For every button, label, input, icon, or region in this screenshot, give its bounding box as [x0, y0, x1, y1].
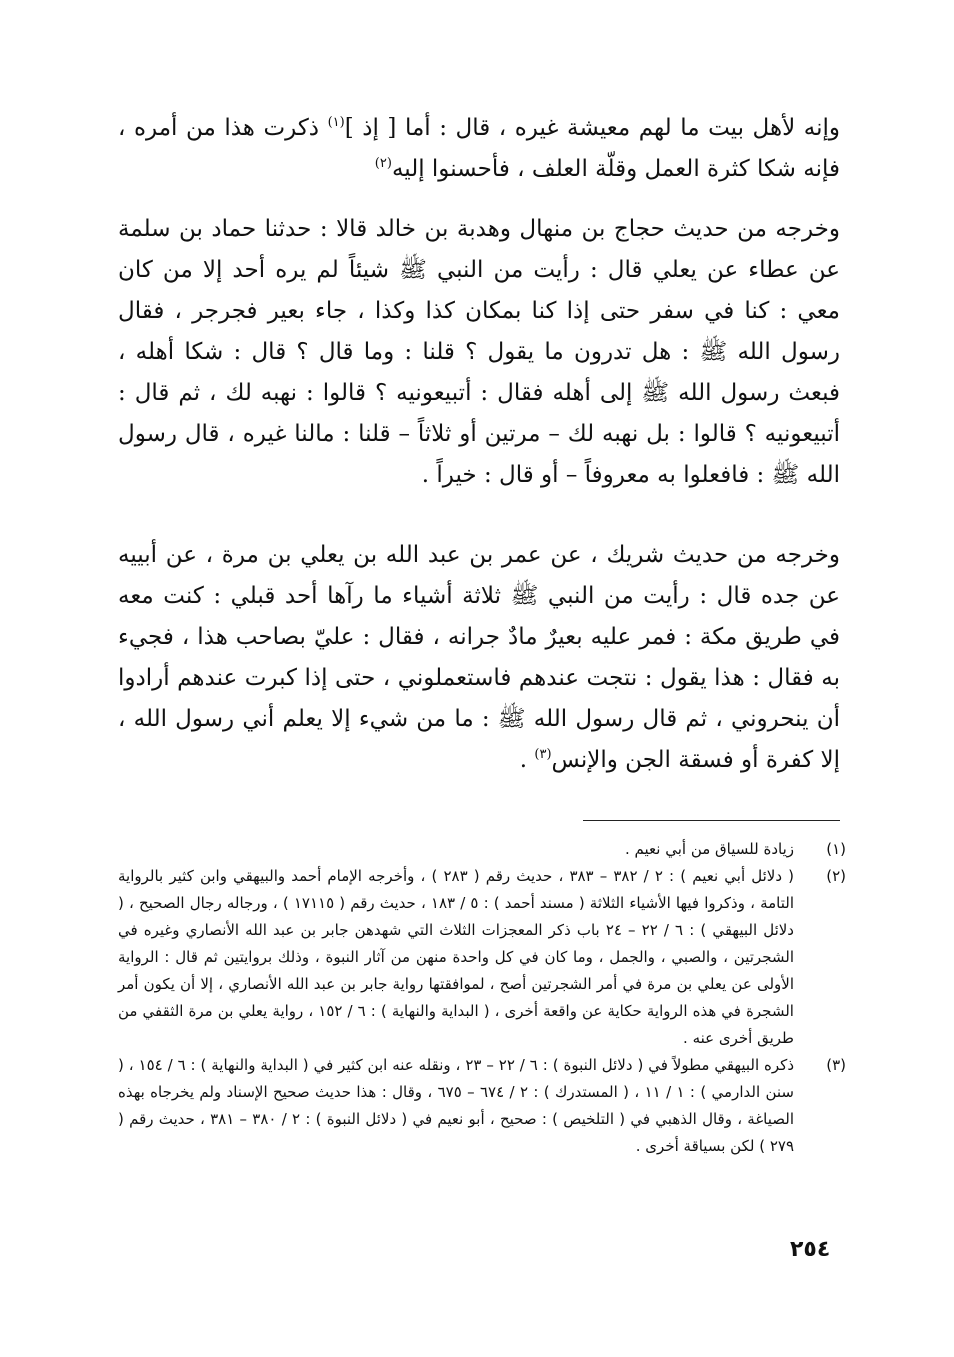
footnote-2 — [118, 863, 846, 1052]
footnote-text: ذكره البيهقي مطولاً في ( دلائل النبوة ) : ٦ / ٢٢ – ٢٣ ، ونقله عنه ابن كثير في ( البداية والنهاية ) : ٦ / ١٥٤ ، ( سنن الدارمي ) : ١ / ١١ ، ( المستدرك ) : ٢ / ٦٧٤ – ٦٧٥ ، وقال : هذا حديث صحيح الإسناد ولم يخرجاه بهذه الصياغة ، وقال الذهبي في ( التلخيص ) : صحيح ، أبو نعيم في ( دلائل النبوة ) : ٢ / ٣٨٠ – ٣٨١ ، حديث رقم ( ٢٧٩ ) لكن بسياقة أخرى . — [118, 1056, 795, 1155]
paragraph-3-text-a: وخرجه من حديث شريك ، عن عمر بن عبد الله بن يعلي بن مرة ، عن أبييه عن جده قال : رأيت من النبي ﷺ ثلاثة أشياء ما رآها أحد قبلي : كنت معه في طريق مكة : فمر عليه بعيرٌ مادٌ جرانه ، فقال : عليّ بصاحب هذا ، فجيء به فقال : هذا يقول : نتجت عندهم فاستعملوني ، حتى إذا كبرت عندهم أرادوا أن ينحروني ، ثم قال رسول الله ﷺ : ما من شيء إلا يعلم أني رسول الله ، إلا كفرة أو فسقة الجن والإنس — [118, 542, 840, 773]
footnote-marker-3[interactable]: (٣) — [534, 747, 552, 762]
footnote-3 — [118, 1052, 846, 1160]
footnote-marker-1[interactable]: (١) — [327, 115, 345, 130]
paragraph-1-text-b: ذكرت هذا من أمره ، فإنه شكا كثرة العمل وقلّة العلف ، فأحسنوا إليه — [118, 115, 840, 182]
footnote-text: ( دلائل أبي نعيم ) : ٢ / ٣٨٢ – ٣٨٣ ، حديث رقم ( ٢٨٣ ) ، وأخرجه الإمام أحمد والبيهقي وابن كثير بالرواية التامة ، وذكروا فيها الأشياء الثلاثة ( مسند أحمد ) : ٥ / ١٨٣ ، حديث رقم ( ١٧١١٥ ) ، ورجاله رجال الصحيح ، ( دلائل البيهقي ) : ٦ / ٢٢ – ٢٤ باب ذكر المعجزات الثلاث التي شهدهن جابر بن عبد الله الأنصاري وغيره في الشجرتين ، والصبي ، والجمل ، وما كان في كل واحدة منهن من آثار النبوة ، وذلك بروايتين ثم قال : الرواية الأولى عن يعلي بن مرة في أمر الشجرتين أصح ، لموافقتها رواية جابر بن عبد الله الأنصاري ، إلا أن يكون أمر الشجرة في هذه الرواية حكاية عن واقعة أخرى ، ( البداية والنهاية ) : ٦ / ١٥٢ ، رواية يعلي بن مرة الثقفي من طريق أخرى عنه . — [118, 867, 794, 1047]
footnotes-section — [118, 836, 846, 1160]
footnote-number: (٣) — [826, 1056, 846, 1074]
paragraph-1 — [118, 108, 840, 190]
footnote-number: (١) — [826, 840, 846, 858]
page-number: ٢٥٤ — [790, 1237, 831, 1262]
paragraph-3-text-b: . — [519, 747, 535, 773]
footnote-text: زيادة للسياق من أبي نعيم . — [624, 840, 794, 858]
paragraph-2-text: وخرجه من حديث حجاج بن منهال وهدبة بن خالد قالا : حدثنا حماد بن سلمة عن عطاء عن يعلي قال : رأيت من النبي ﷺ شيئاً لم يره أحد إلا من كان معي : كنا في سفر حتى إذا كنا بمكان كذا وكذا ، جاء بعير فجرجر ، فقال رسول الله ﷺ : هل تدرون ما يقول ؟ قلنا : وما قال ؟ قال : شكا أهله ، فبعث رسول الله ﷺ إلى أهله فقال : أتبيعونيه ؟ قالوا : نهبه لك ، ثم قال : أتبيعونيه ؟ قالوا : بل نهبه لك – مرتين أو ثلاثاً – قلنا : مالنا غيره ، قال رسول الله ﷺ : فافعلوا به معروفاً – أو قال : خيراً . — [118, 216, 840, 488]
footnote-marker-2[interactable]: (٢) — [374, 156, 392, 171]
paragraph-2 — [118, 209, 840, 496]
paragraph-1-text-a: وإنه لأهل بيت ما لهم معيشة غيره ، قال : أما [ إذ ] — [344, 115, 840, 141]
footnote-divider — [583, 820, 840, 821]
footnote-1 — [118, 836, 846, 863]
paragraph-3 — [118, 535, 840, 781]
footnote-number: (٢) — [826, 867, 846, 885]
